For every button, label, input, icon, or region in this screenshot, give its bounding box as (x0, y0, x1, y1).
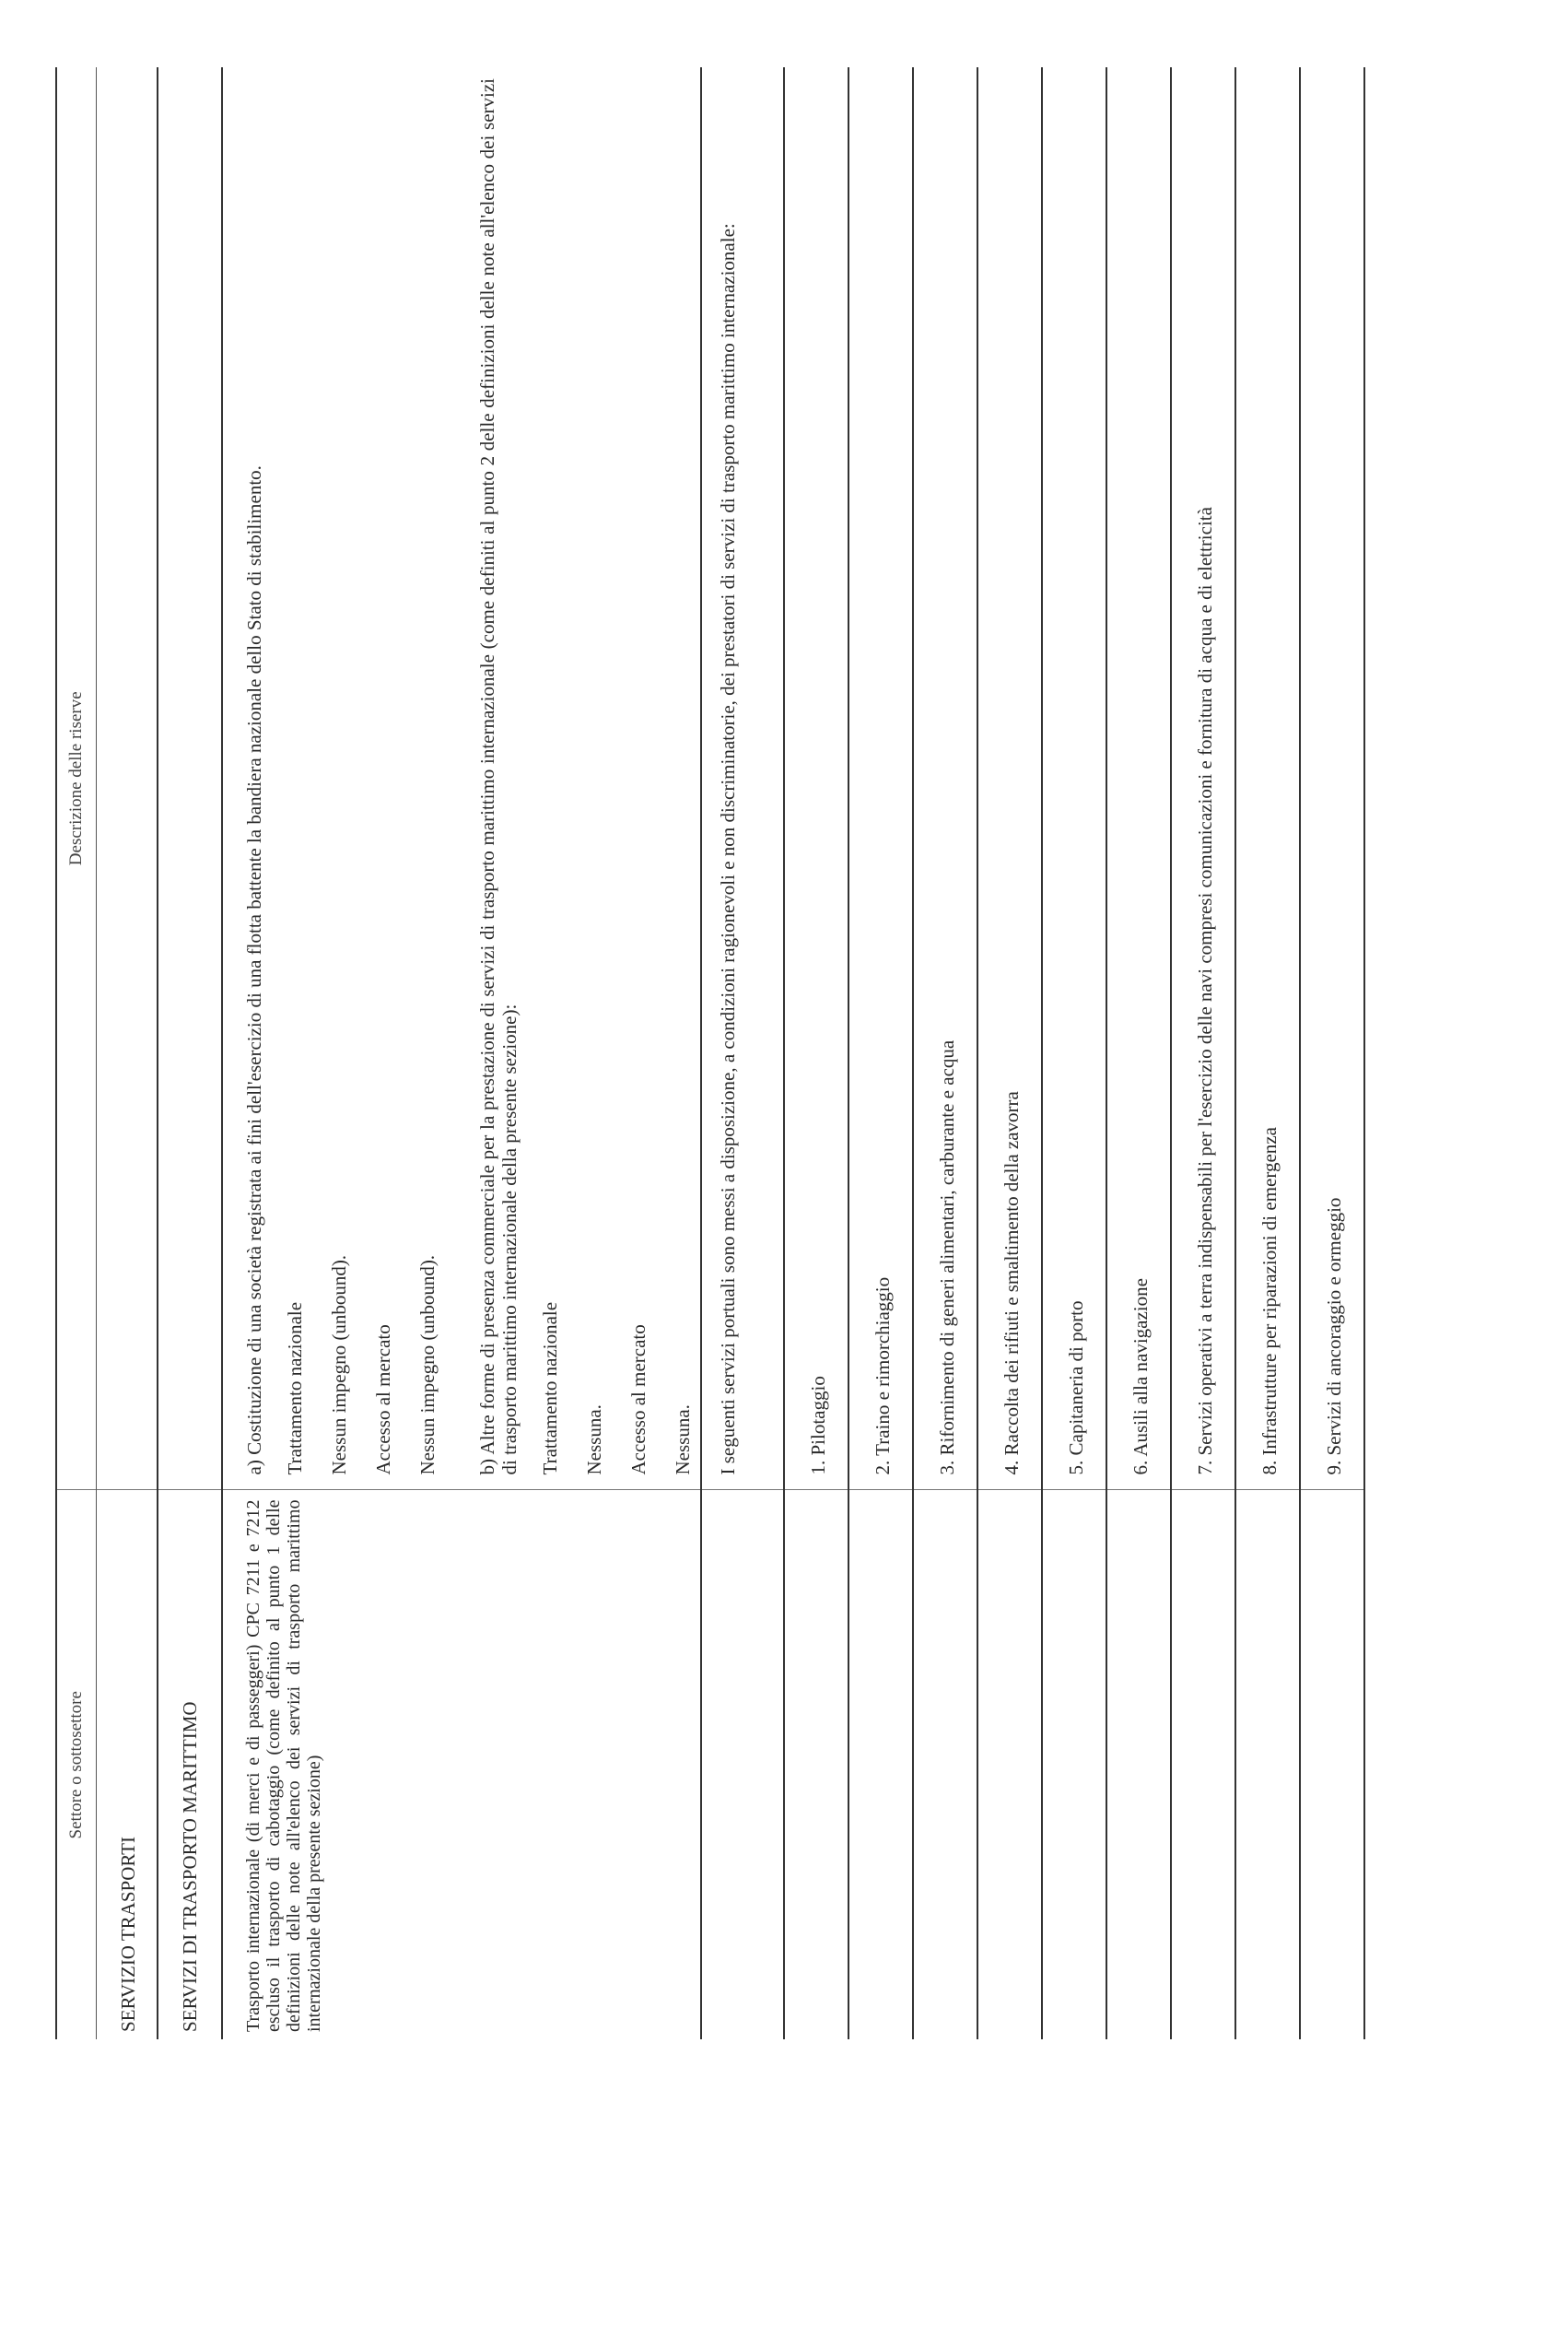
sector-cell (471, 1490, 701, 2039)
table-row (1300, 67, 1364, 2039)
port-service-item: 1. Pilotaggio (806, 1376, 829, 1475)
table-row (977, 67, 1042, 2039)
sector-cell (784, 1490, 848, 2039)
sector-cell (848, 1490, 913, 2039)
description-cell (471, 67, 701, 1490)
reservation-text: Trattamento nazionale (538, 1301, 561, 1475)
port-service-item: 3. Rifornimento di generi alimentari, carburante e acqua (935, 1039, 958, 1475)
table-row (222, 67, 471, 2039)
description-cell (222, 67, 471, 1490)
description-cell (1171, 67, 1235, 1490)
reservation-text: Nessun impegno (unbound). (415, 1254, 439, 1475)
reservation-text: Trattamento nazionale (283, 1301, 306, 1475)
description-cell (1042, 67, 1106, 1490)
sector-cell (1235, 1490, 1300, 2039)
sector-cell (1042, 1490, 1106, 2039)
port-service-item: 4. Raccolta dei rifiuti e smaltimento della zavorra (1000, 1091, 1023, 1475)
description-cell (1235, 67, 1300, 1490)
port-service-item: 7. Servizi operativi a terra indispensabili per l'esercizio delle navi compresi comunicazioni e fornitura di acqua e di elettricità (1193, 507, 1216, 1475)
reservation-text: Nessuna. (671, 1404, 694, 1475)
port-service-item: 8. Infrastrutture per riparazioni di emergenza (1258, 1127, 1281, 1475)
table-row (913, 67, 977, 2039)
table-row (158, 67, 222, 2039)
sector-cell (1300, 1490, 1364, 2039)
sector-cell (97, 1490, 158, 2039)
sector-cell (158, 1490, 222, 2039)
sector-header: Settore o sottosettore (56, 1490, 97, 2039)
table-row (848, 67, 913, 2039)
sector-text: SERVIZIO TRASPORTI (117, 1837, 139, 2032)
table-row (97, 67, 158, 2039)
description-cell (1106, 67, 1171, 1490)
sector-cell (913, 1490, 977, 2039)
description-cell (1300, 67, 1364, 1490)
table-row (471, 67, 701, 2039)
sector-text: Trasporto internazionale (di merci e di passeggeri) CPC 7211 e 7212 escluso il trasporto di cabotaggio (come definito al punto 1 delle definizioni delle note all'elenco dei servizi di trasporto marittimo internazionale della presente sezione) (242, 1499, 324, 2032)
description-cell (97, 67, 158, 1490)
table-row (701, 67, 784, 2039)
reservation-text: I seguenti servizi portuali sono messi a disposizione, a condizioni ragionevoli e non discriminatorie, dei prestatori di servizi di trasporto marittimo internazionale: (716, 223, 739, 1475)
description-header: Descrizione delle riserve (56, 67, 97, 1490)
sector-cell (701, 1490, 784, 2039)
port-service-item: 5. Capitaneria di porto (1064, 1300, 1087, 1475)
sector-text: SERVIZI DI TRASPORTO MARITTIMO (178, 1701, 201, 2032)
description-cell (913, 67, 977, 1490)
sector-cell (222, 1490, 471, 2039)
table-row (1042, 67, 1106, 2039)
reservation-text: Nessuna. (582, 1404, 605, 1475)
description-cell (158, 67, 222, 1490)
table-row (1106, 67, 1171, 2039)
table-row (784, 67, 848, 2039)
reservation-text: Accesso al mercato (371, 1324, 394, 1475)
reservations-table (55, 67, 1365, 2039)
table-row (1171, 67, 1235, 2039)
port-service-item: 2. Traino e rimorchiaggio (871, 1276, 894, 1475)
sector-cell (977, 1490, 1042, 2039)
description-cell (784, 67, 848, 1490)
reservation-text: Nessun impegno (unbound). (327, 1254, 350, 1475)
sector-cell (1106, 1490, 1171, 2039)
reservation-text: a) Costituzione di una società registrata ai fini dell'esercizio di una flotta battente la bandiera nazionale dello Stato di stabilimento. (242, 465, 265, 1475)
port-service-item: 6. Ausili alla navigazione (1129, 1278, 1152, 1475)
table-row (1235, 67, 1300, 2039)
sector-cell (1171, 1490, 1235, 2039)
description-cell (848, 67, 913, 1490)
header-row (56, 67, 97, 2039)
description-cell (701, 67, 784, 1490)
description-cell (977, 67, 1042, 1490)
port-service-item: 9. Servizi di ancoraggio e ormeggio (1322, 1197, 1345, 1475)
reservation-text: b) Altre forme di presenza commerciale per la prestazione di servizi di trasporto marittimo internazionale (come definiti al punto 2 delle definizioni delle note all'elenco dei servizi di trasporto marittimo internazionale della presente sezione): (475, 78, 521, 1475)
reservation-text: Accesso al mercato (626, 1324, 649, 1475)
